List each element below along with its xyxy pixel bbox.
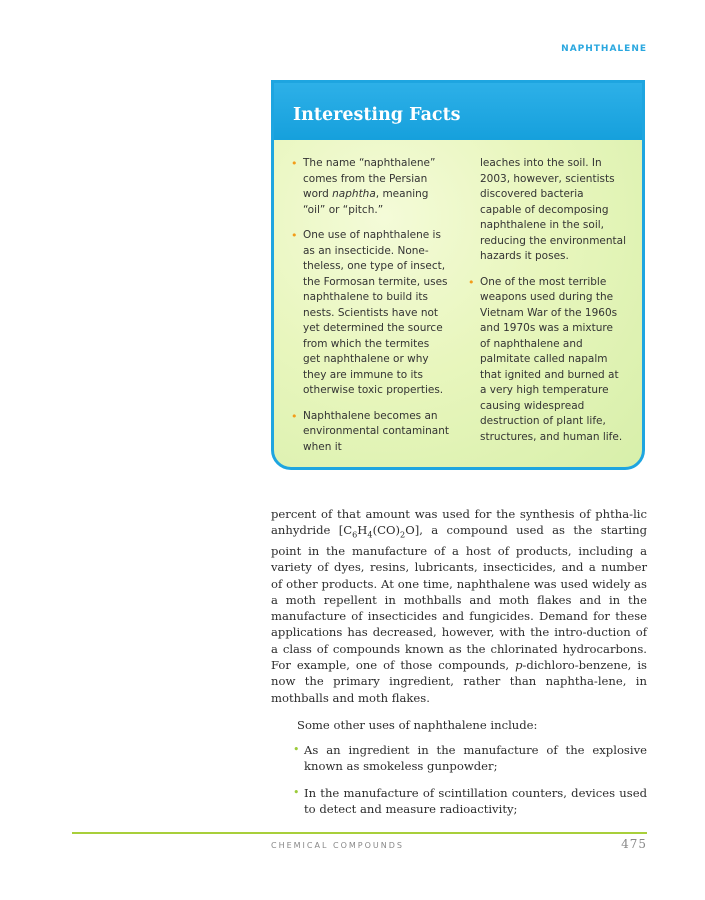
fact-item: • One of the most terrible weapons used during the Vietnam War of the 1960s and 1970s was a mixture of naphthalene and palmitate called napalm that ignited and burned at a very high temperature causing widespread destruction of plant life, structures, and human life.: [468, 275, 623, 443]
list-item: • In the manufacture of scintillation counters, devices used to detect and measure radioactivity;: [293, 785, 647, 816]
facts-column-left: [291, 156, 449, 465]
fact-item: • The name “naphthalene” comes from the Persian word naphtha, meaning “oil” or “pitch.”: [291, 157, 436, 216]
interesting-facts-box: [271, 80, 645, 470]
bullet-icon: •: [293, 785, 300, 799]
facts-title: Interesting Facts: [293, 105, 461, 125]
fact-item-continued: leaches into the soil. In 2003, however, scientists discovered bacteria capable of decomposing naphthalene in the soil, reducing the environmental hazards it poses.: [480, 157, 627, 262]
fact-item: • One use of naphthalene is as an insecticide. None-theless, one type of insect, the Formosan termite, uses naphthalene to build its nests. Scientists have not yet determined the source from which the termites get naphthalene or why they are immune to its otherwise toxic properties.: [291, 229, 448, 396]
footer-book-title: CHEMICAL COMPOUNDS: [271, 841, 404, 850]
page-number: 475: [621, 837, 647, 851]
fact-item: • Naphthalene becomes an environmental contaminant when it: [291, 409, 449, 453]
uses-list: [293, 742, 647, 827]
facts-column-right: [468, 156, 626, 455]
bullet-icon: •: [291, 157, 298, 170]
footer-rule: [72, 832, 647, 834]
running-head: NAPHTHALENE: [561, 44, 647, 54]
facts-header: [274, 83, 642, 140]
body-paragraph: percent of that amount was used for the synthesis of phtha-lic anhydride $[C_6H_4(CO)_2O]$, a compound used as the starting point in the manufacture of a host of products, including a variety of dyes, resins, lubricants, insecticides, and a number of other products. At one time, naphthalene was used widely as a moth repellent in mothballs and moth flakes and in the manufacture of insecticides and fungicides. Demand for these applications has decreased, however, with the intro-duction of a class of compounds known as the chlorinated hydrocarbons. For example, one of those compounds, p-dichloro-benzene, is now the primary ingredient, rather than naphtha-lene, in mothballs and moth flakes.: [271, 507, 648, 705]
list-item: • As an ingredient in the manufacture of the explosive known as smokeless gunpowder;: [293, 743, 647, 774]
bullet-icon: •: [293, 743, 300, 756]
bullet-icon: •: [291, 409, 298, 423]
bullet-icon: •: [468, 275, 475, 289]
uses-intro: Some other uses of naphthalene include:: [297, 718, 538, 732]
bullet-icon: •: [291, 229, 298, 242]
